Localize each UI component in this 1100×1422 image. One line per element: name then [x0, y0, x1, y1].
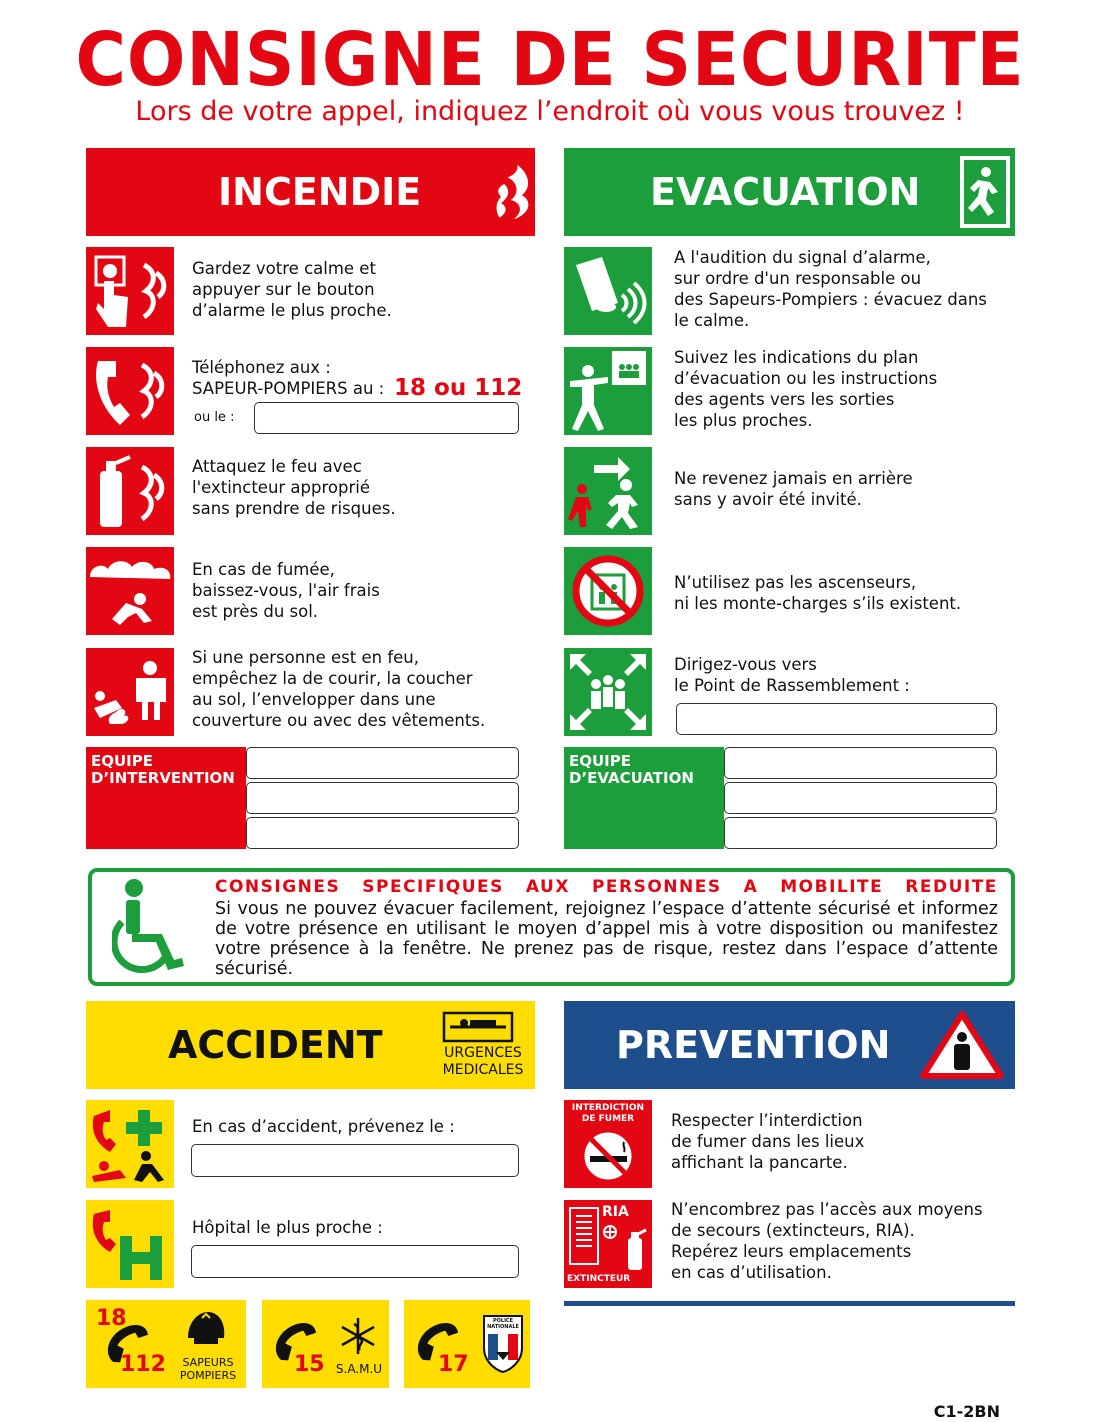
- firefighters-caption: SAPEURS POMPIERS: [179, 1356, 237, 1382]
- page-subtitle: Lors de votre appel, indiquez l’endroit où vous vous trouvez !: [135, 96, 965, 127]
- assembly-point-field[interactable]: [676, 703, 997, 735]
- ria-extinguisher-sign: [564, 1200, 652, 1288]
- evacuation-team-field-1[interactable]: [724, 747, 997, 779]
- evacuation-step-4-text: N’utilisez pas les ascenseurs, ni les monte-charges s’ils existent.: [674, 573, 962, 613]
- firefighters-number-112: 112: [120, 1352, 166, 1377]
- intervention-team-field-1[interactable]: [246, 747, 519, 779]
- no-smoking-icon: [578, 1126, 638, 1186]
- hospital-call-icon: [86, 1200, 174, 1288]
- mobility-title-word: MOBILITE: [780, 877, 884, 897]
- mobility-title-word: PERSONNES: [591, 877, 722, 897]
- samu-caption: S.A.M.U: [335, 1362, 383, 1376]
- firefighters-number-tile: [86, 1300, 246, 1388]
- accident-step-2-text: Hôpital le plus proche :: [192, 1218, 383, 1237]
- extinguisher-icon: [86, 447, 174, 535]
- mobility-title-word: SPECIFIQUES: [362, 877, 504, 897]
- other-number-field[interactable]: [254, 402, 519, 434]
- incendie-banner: [86, 148, 535, 236]
- first-aid-call-icon: [86, 1100, 174, 1188]
- emergency-exit-icon: [958, 154, 1012, 230]
- wheelchair-icon: [112, 878, 188, 974]
- fire-icon: [493, 154, 535, 230]
- no-smoking-sign: [564, 1100, 652, 1188]
- reference-code: C1-2BN: [933, 1402, 1000, 1421]
- incendie-step-5-text: Si une personne est en feu, empêchez la de courir, la coucher au sol, l’envelopper dans une couverture ou avec des vêtements.: [192, 648, 486, 730]
- accident-contact-field[interactable]: [191, 1144, 519, 1177]
- incendie-step-1-text: Gardez votre calme et appuyer sur le bouton d’alarme le plus proche.: [192, 259, 392, 320]
- police-caption: POLICE NATIONALE: [487, 1318, 519, 1330]
- mobility-title: [215, 877, 998, 897]
- mobility-title-word: CONSIGNES: [215, 877, 341, 897]
- incendie-step-2-line1: Téléphonez aux :: [192, 358, 331, 377]
- firefighters-number-18: 18: [96, 1306, 127, 1331]
- mobility-title-word: AUX: [525, 877, 570, 897]
- incendie-step-2-line2: SAPEUR-POMPIERS au :: [192, 379, 385, 398]
- guide-person-icon: [564, 347, 652, 435]
- evacuation-banner: [564, 148, 1015, 236]
- stretcher-icon: [442, 1011, 514, 1043]
- evacuation-step-3-text: Ne revenez jamais en arrière sans y avoir été invité.: [674, 469, 913, 509]
- evacuation-step-2-text: Suivez les indications du plan d’évacuation ou les instructions des agents vers les sorties les plus proches.: [674, 348, 938, 430]
- ria-label: RIA: [602, 1204, 629, 1220]
- evacuation-team-field-3[interactable]: [724, 817, 997, 849]
- hospital-field[interactable]: [191, 1245, 519, 1278]
- evacuation-step-1-text: A l'audition du signal d’alarme, sur ordre d'un responsable ou des Sapeurs-Pompiers : évacuez dans le calme.: [674, 248, 987, 330]
- samu-number: 15: [294, 1352, 325, 1377]
- or-label: ou le :: [194, 410, 235, 425]
- warning-person-icon: [919, 1010, 1005, 1080]
- page-title: CONSIGNE DE SECURITE: [75, 17, 1025, 103]
- emergency-numbers: 18 ou 112: [394, 375, 523, 401]
- police-number-tile: [404, 1300, 530, 1388]
- no-elevator-icon: [564, 547, 652, 635]
- intervention-team-field-3[interactable]: [246, 817, 519, 849]
- alarm-siren-icon: [564, 247, 652, 335]
- prevention-step-2-text: N’encombrez pas l’accès aux moyens de secours (extincteurs, RIA). Repérez leurs emplacements en cas d’utilisation.: [671, 1200, 983, 1282]
- medical-star-icon: [338, 1314, 378, 1358]
- no-return-icon: [564, 447, 652, 535]
- incendie-title: INCENDIE: [218, 170, 422, 214]
- accident-step-1-text: En cas d’accident, prévenez le :: [192, 1117, 455, 1136]
- assembly-point-icon: [564, 648, 652, 736]
- intervention-team-field-2[interactable]: [246, 782, 519, 814]
- smoke-crawl-icon: [86, 547, 174, 635]
- prevention-divider: [564, 1301, 1015, 1306]
- mobility-title-word: REDUITE: [905, 877, 998, 897]
- incendie-step-3-text: Attaquez le feu avec l'extincteur approprié sans prendre de risques.: [192, 457, 396, 518]
- incendie-step-4-text: En cas de fumée, baissez-vous, l'air frais est près du sol.: [192, 560, 380, 621]
- firefighter-helmet-icon: [184, 1308, 228, 1346]
- medical-urgency-badge: URGENCES MEDICALES: [442, 1045, 524, 1078]
- prevention-step-1-text: Respecter l’interdiction de fumer dans les lieux affichant la pancarte.: [671, 1111, 865, 1172]
- phone-fire-icon: [86, 347, 174, 435]
- no-smoking-label: INTERDICTION DE FUMER: [571, 1103, 645, 1124]
- accident-title: ACCIDENT: [168, 1023, 383, 1067]
- police-number: 17: [438, 1352, 469, 1377]
- prevention-title: PREVENTION: [616, 1023, 891, 1067]
- evacuation-team-field-2[interactable]: [724, 782, 997, 814]
- person-on-fire-icon: [86, 648, 174, 736]
- intervention-team-label: EQUIPE D’INTERVENTION: [86, 747, 246, 849]
- evacuation-step-5-text: Dirigez-vous vers le Point de Rassemblement :: [674, 655, 910, 695]
- extinguisher-label: EXTINCTEUR: [567, 1274, 631, 1284]
- alarm-button-icon: [86, 247, 174, 335]
- extinguisher-small-icon: [622, 1226, 648, 1272]
- evacuation-title: EVACUATION: [650, 170, 921, 214]
- evacuation-team-label: EQUIPE D’EVACUATION: [564, 747, 724, 849]
- samu-number-tile: [262, 1300, 389, 1388]
- mobility-title-word: A: [743, 877, 759, 897]
- mobility-body: Si vous ne pouvez évacuer facilement, rejoignez l’espace d’attente sécurisé et informez de votre présence en utilisant le moyen d’appel mis à votre disposition ou manifestez votre présence à la fenêtre. Ne prenez pas de risque, restez dans l’espace d’attente sécurisé.: [215, 899, 998, 979]
- hose-reel-icon: [568, 1206, 618, 1274]
